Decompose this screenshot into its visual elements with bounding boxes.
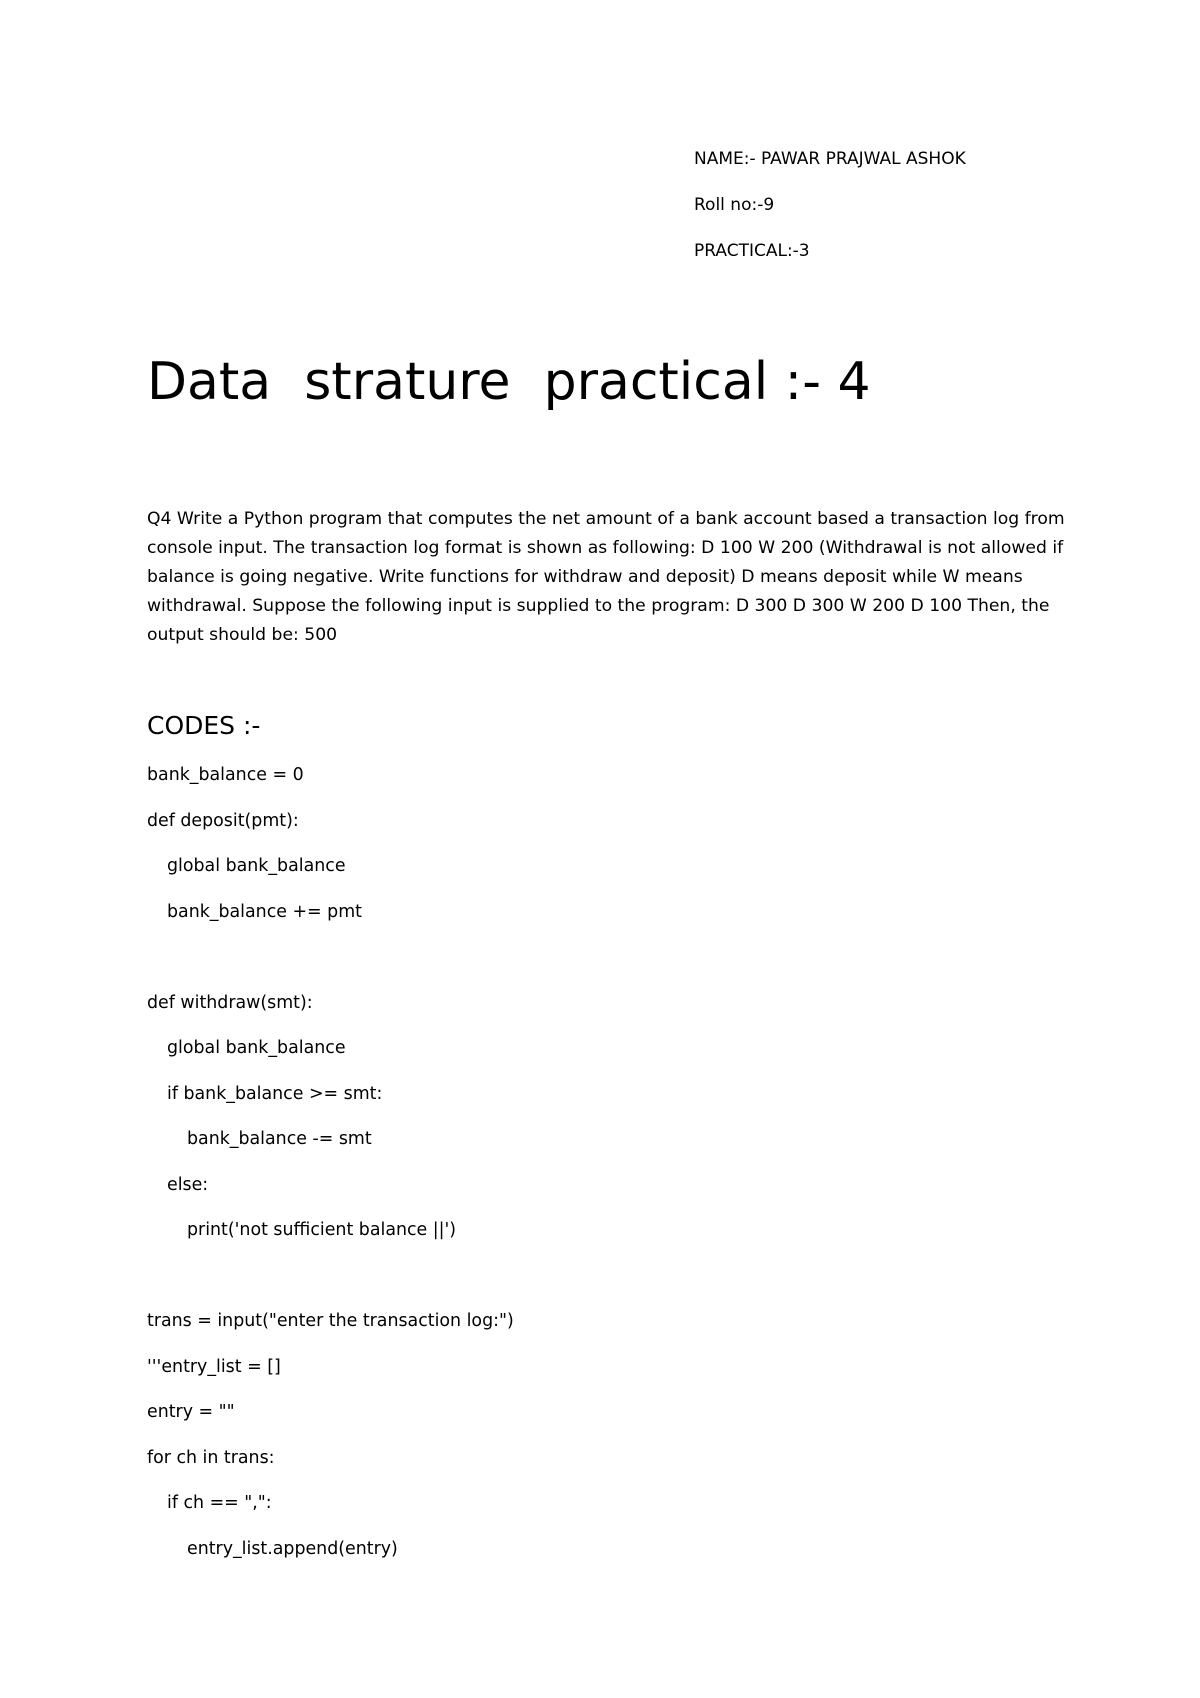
practical-number: PRACTICAL:-3 xyxy=(694,241,810,261)
code-line: bank_balance = 0 xyxy=(147,765,304,785)
codes-heading: CODES :- xyxy=(147,711,261,740)
code-line: def deposit(pmt): xyxy=(147,810,299,831)
question-text: Q4 Write a Python program that computes the net amount of a bank account based a transaction log from console input. The transaction log format is shown as following: D 100 W 200 (Withdrawal is not allowed if balance is going negative. Write functions for withdraw and deposit) D means deposit while W means withdrawal. Suppose the following input is supplied to the program: D 300 D 300 W 200 D 100 Then, the output should be: 500 xyxy=(147,509,1065,645)
code-line: else: xyxy=(167,1174,209,1195)
student-name: NAME:- PAWAR PRAJWAL ASHOK xyxy=(694,149,966,169)
code-line: entry_list.append(entry) xyxy=(187,1538,398,1559)
code-line: if bank_balance >= smt: xyxy=(167,1083,383,1104)
code-line: bank_balance += pmt xyxy=(167,901,362,922)
student-info xyxy=(694,148,1154,286)
roll-number: Roll no:-9 xyxy=(694,195,775,215)
code-listing xyxy=(147,764,1107,1583)
code-line: for ch in trans: xyxy=(147,1447,275,1468)
code-line: global bank_balance xyxy=(167,856,346,876)
code-line: '''entry_list = [] xyxy=(147,1356,281,1377)
document-title: Data strature practical :- 4 xyxy=(147,352,871,412)
code-line: if ch == ",": xyxy=(167,1493,272,1513)
code-blank-line xyxy=(147,946,1107,968)
code-line: bank_balance -= smt xyxy=(187,1129,372,1149)
code-line: def withdraw(smt): xyxy=(147,992,313,1013)
code-blank-line xyxy=(147,1265,1107,1287)
code-line: entry = "" xyxy=(147,1402,235,1422)
code-line: print('not sufficient balance ||') xyxy=(187,1220,457,1240)
code-line: trans = input("enter the transaction log:") xyxy=(147,1311,514,1331)
code-line: global bank_balance xyxy=(167,1038,346,1058)
